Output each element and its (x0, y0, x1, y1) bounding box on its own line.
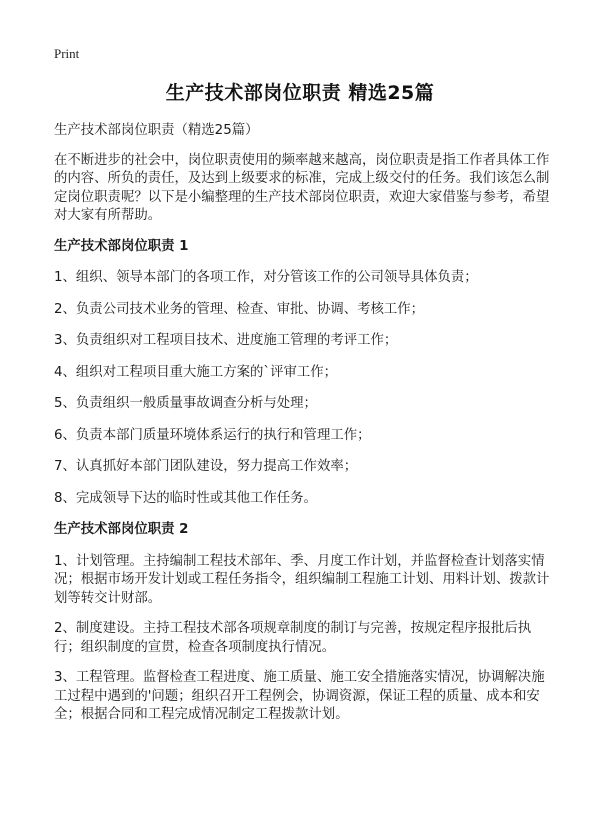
list-item: 5、负责组织一般质量事故调查分析与处理； (54, 396, 317, 411)
print-label: Print (54, 46, 80, 61)
section-heading: 生产技术部岗位职责 2 (54, 522, 189, 537)
list-item: 1、计划管理。主持编制工程技术部年、季、月度工作计划，并监督检查计划落实情况；根据市场开发计划或工程任务指令，组织编制工程施工计划、用料计划、拨款计划等转交计财部。 (54, 553, 550, 606)
list-item: 8、完成领导下达的临时性或其他工作任务。 (54, 490, 317, 506)
section-2 (54, 521, 554, 725)
document-subtitle: 生产技术部岗位职责（精选25篇） (54, 123, 259, 138)
list-item: 4、组织对工程项目重大施工方案的`评审工作； (54, 364, 338, 380)
list-item: 3、负责组织对工程项目技术、进度施工管理的考评工作； (54, 333, 398, 348)
list-item: 3、工程管理。监督检查工程进度、施工质量、施工安全措施落实情况，协调解决施工过程中遇到的'问题；组织召开工程例会，协调资源，保证工程的质量、成本和安全；根据合同和工程完成情况制定工程拨款计划。 (54, 670, 545, 722)
list-item: 2、制度建设。主持工程技术部各项规章制度的制订与完善，按规定程序报批后执行；组织制度的宣贯，检查各项制度执行情况。 (54, 621, 532, 655)
section-1 (54, 238, 554, 509)
intro-paragraph: 在不断进步的社会中，岗位职责使用的频率越来越高，岗位职责是指工作者具体工作的内容、所负的责任，及达到上级要求的标准，完成上级交付的任务。我们该怎么制定岗位职责呢？以下是小编整理的生产技术部岗位职责，欢迎大家借鉴与参考，希望对大家有所帮助。 (54, 152, 550, 223)
list-item: 2、负责公司技术业务的管理、检查、审批、协调、考核工作； (54, 301, 425, 317)
list-item: 1、组织、领导本部门的各项工作，对分管该工作的公司领导具体负责； (54, 270, 478, 285)
list-item: 7、认真抓好本部门团队建设，努力提高工作效率； (54, 459, 358, 474)
list-item: 6、负责本部门质量环境体系运行的执行和管理工作； (54, 427, 371, 443)
section-heading: 生产技术部岗位职责 1 (54, 238, 189, 254)
document-body (54, 122, 554, 737)
document-title: 生产技术部岗位职责 精选25篇 (165, 82, 435, 104)
